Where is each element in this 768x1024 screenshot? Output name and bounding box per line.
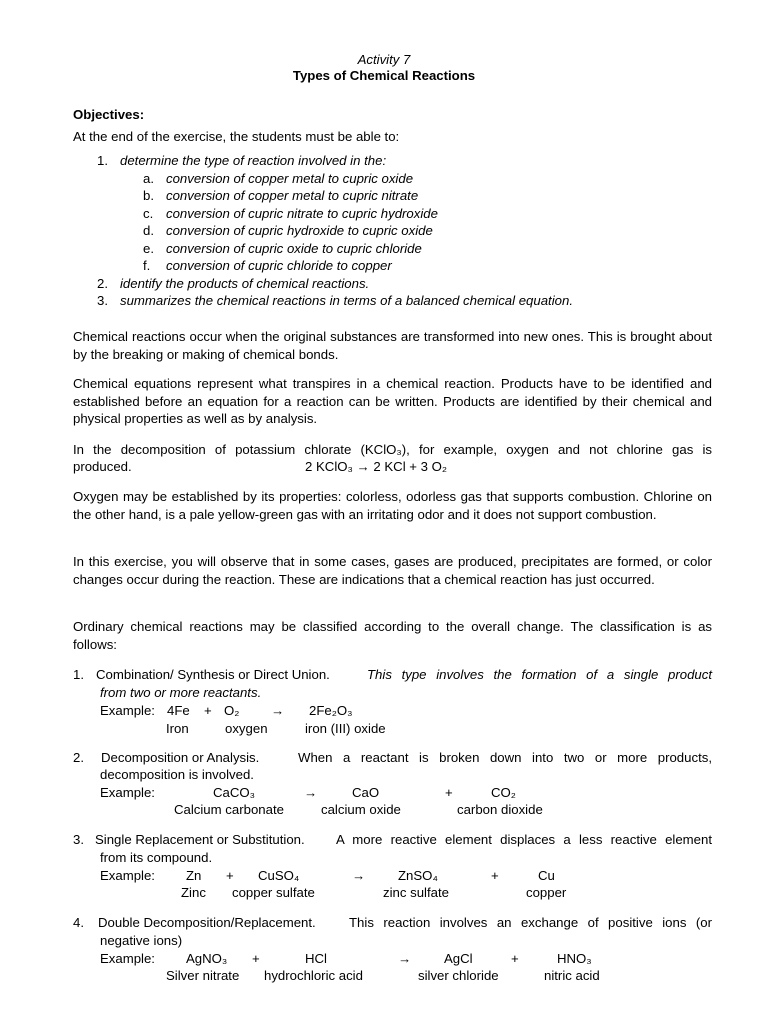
r4-eq-4: →	[398, 951, 412, 966]
reaction-desc-3-line-2: from its compound.	[100, 850, 213, 865]
r3-name-2: copper sulfate	[232, 885, 315, 900]
r4-name-1: Silver nitrate	[166, 968, 240, 983]
r2-eq-2: →	[304, 785, 318, 800]
r3-eq-1: Zn	[186, 868, 202, 883]
r4-eq-5: AgCl	[444, 951, 473, 966]
example-label-2: Example:	[100, 785, 155, 800]
reaction-desc-3-line-1: A more reactive element displaces a less reactive element	[336, 832, 712, 847]
reaction-desc-1-line-1: This type involves the formation of a single product	[367, 667, 712, 682]
subitem-letter-f: f.	[143, 258, 151, 273]
paragraph-6: Ordinary chemical reactions may be classified according to the overall change. The classification is as follows:	[73, 619, 712, 652]
paragraph-4: Oxygen may be established by its properties: colorless, odorless gas that supports combustion. Chlorine on the other hand, is a pale yellow-green gas with an irritating odor and it does not support combustion.	[73, 489, 712, 522]
subitem-text-a: conversion of copper metal to cupric oxide	[166, 171, 414, 186]
r1-eq-3: O₂	[224, 703, 240, 718]
reaction-num-2: 2.	[73, 750, 84, 765]
subitem-letter-c: c.	[143, 206, 154, 221]
r4-name-2: hydrochloric acid	[264, 968, 363, 983]
subitem-text-c: conversion of cupric nitrate to cupric hydroxide	[166, 206, 438, 221]
subitem-letter-b: b.	[143, 188, 154, 203]
objective-text-1: determine the type of reaction involved in the:	[120, 153, 387, 168]
reaction-desc-4-line-2: negative ions)	[100, 933, 183, 948]
example-label-1: Example:	[100, 703, 155, 718]
r4-name-3: silver chloride	[418, 968, 499, 983]
reaction-name-2: Decomposition or Analysis.	[101, 750, 260, 765]
reaction-desc-1-line-2: from two or more reactants.	[100, 685, 262, 700]
subitem-text-e: conversion of cupric oxide to cupric chloride	[166, 241, 422, 256]
subitem-letter-a: a.	[143, 171, 154, 186]
r3-name-3: zinc sulfate	[383, 885, 449, 900]
r2-eq-3: CaO	[352, 785, 380, 800]
r4-eq-1: AgNO₃	[186, 951, 228, 966]
objective-num-3: 3.	[97, 293, 108, 308]
r1-eq-2: +	[204, 703, 212, 718]
subitem-letter-e: e.	[143, 241, 154, 256]
subitem-letter-d: d.	[143, 223, 154, 238]
reaction-num-3: 3.	[73, 832, 84, 847]
paragraph-5: In this exercise, you will observe that in some cases, gases are produced, precipitates are formed, or color changes occur during the reaction. These are indications that a chemical reaction has just occurred.	[73, 554, 712, 587]
reaction-num-4: 4.	[73, 915, 84, 930]
r1-name-2: oxygen	[225, 721, 268, 736]
activity-number: Activity 7	[357, 52, 411, 67]
r1-eq-5: 2Fe₂O₃	[309, 703, 353, 718]
objectives-intro: At the end of the exercise, the students must be able to:	[73, 129, 400, 144]
r3-eq-6: +	[491, 868, 499, 883]
r3-name-1: Zinc	[181, 885, 206, 900]
r2-eq-5: CO₂	[491, 785, 516, 800]
objective-text-2: identify the products of chemical reactions.	[120, 276, 370, 291]
r2-name-1: Calcium carbonate	[174, 802, 284, 817]
objective-text-3: summarizes the chemical reactions in terms of a balanced chemical equation.	[120, 293, 573, 308]
paragraph-3-line-2: produced.	[73, 459, 132, 474]
r1-eq-1: 4Fe	[167, 703, 190, 718]
r1-name-1: Iron	[166, 721, 189, 736]
objective-num-1: 1.	[97, 153, 108, 168]
r2-name-3: carbon dioxide	[457, 802, 543, 817]
subitem-text-d: conversion of cupric hydroxide to cupric oxide	[166, 223, 433, 238]
objective-num-2: 2.	[97, 276, 108, 291]
example-label-4: Example:	[100, 951, 155, 966]
paragraph-1: Chemical reactions occur when the original substances are transformed into new ones. This is brought about by the breaking or making of chemical bonds.	[73, 329, 712, 362]
r3-eq-5: ZnSO₄	[398, 868, 438, 883]
r2-eq-4: +	[445, 785, 453, 800]
objectives-heading: Objectives:	[73, 107, 145, 122]
r2-name-2: calcium oxide	[321, 802, 401, 817]
paragraph-2: Chemical equations represent what transpires in a chemical reaction. Products have to be identified and established before an equation for a reaction can be written. Products are identified by their chemical and physical properties as well as by analysis.	[73, 376, 712, 426]
kclo3-equation: 2 KClO₃ → 2 KCl + 3 O₂	[305, 459, 448, 474]
r4-eq-6: +	[511, 951, 519, 966]
r4-eq-3: HCl	[305, 951, 327, 966]
r3-eq-7: Cu	[538, 868, 555, 883]
reaction-name-4: Double Decomposition/Replacement.	[98, 915, 316, 930]
reaction-desc-2-line-2: decomposition is involved.	[100, 767, 254, 782]
subitem-text-b: conversion of copper metal to cupric nitrate	[166, 188, 419, 203]
example-label-3: Example:	[100, 868, 155, 883]
r1-name-3: iron (III) oxide	[305, 721, 386, 736]
reaction-name-3: Single Replacement or Substitution.	[95, 832, 305, 847]
subitem-text-f: conversion of cupric chloride to copper	[166, 258, 392, 273]
r4-eq-7: HNO₃	[557, 951, 592, 966]
r4-eq-2: +	[252, 951, 260, 966]
reaction-num-1: 1.	[73, 667, 84, 682]
r3-eq-4: →	[352, 868, 366, 883]
reaction-desc-2-line-1: When a reactant is broken down into two or more products,	[298, 750, 712, 765]
r4-name-4: nitric acid	[544, 968, 600, 983]
reaction-desc-4-line-1: This reaction involves an exchange of positive ions (or	[349, 915, 712, 930]
r3-eq-2: +	[226, 868, 234, 883]
r2-eq-1: CaCO₃	[213, 785, 256, 800]
paragraph-3-line-1: In the decomposition of potassium chlorate (KClO₃), for example, oxygen and not chlorine gas is	[73, 442, 712, 457]
reaction-name-1: Combination/ Synthesis or Direct Union.	[96, 667, 330, 682]
r3-name-4: copper	[526, 885, 567, 900]
r1-eq-4: →	[271, 703, 285, 718]
page-title: Types of Chemical Reactions	[292, 68, 476, 83]
r3-eq-3: CuSO₄	[258, 868, 300, 883]
